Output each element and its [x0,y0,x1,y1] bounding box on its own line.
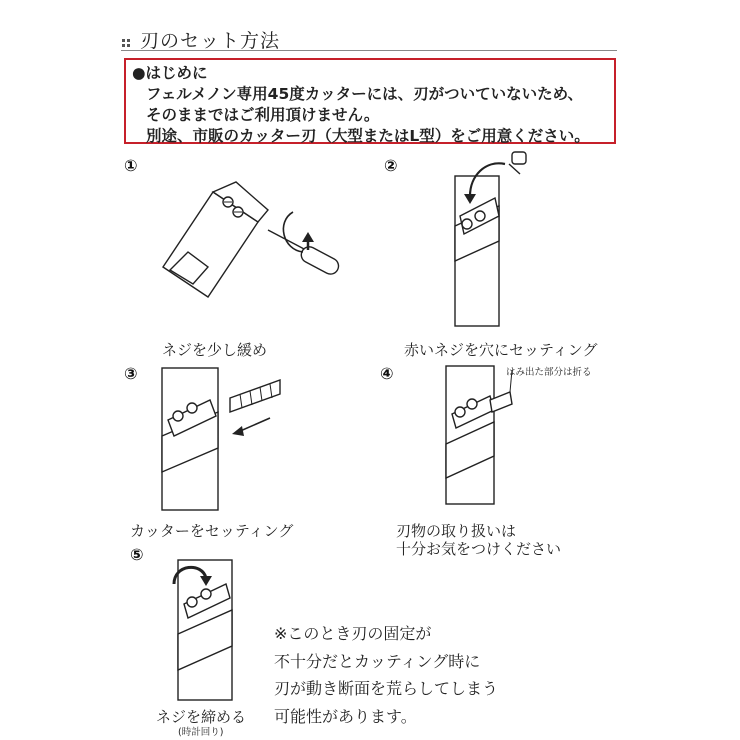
step-4-number: ④ [380,364,394,383]
step-3-caption: カッターをセッティング [130,522,294,540]
step-3-number: ③ [124,364,138,383]
header-dots-icon [121,38,131,48]
intro-line: 別途、市販のカッター刃（大型またはL型）をご用意ください。 [146,127,590,145]
step-2-caption: 赤いネジを穴にセッティング [404,341,598,359]
caution-note [274,620,498,730]
step-2-number: ② [384,156,398,175]
intro-heading: ●はじめに [132,64,208,82]
intro-line: フェルメノン専用45度カッターには、刃がついていないため、 [146,85,583,103]
intro-line: そのままではご利用頂けません。 [146,106,380,124]
step-3-illustration [160,364,290,516]
step-5-sub-caption: (時計回り) [178,727,224,738]
step-1-caption: ネジを少し緩め [162,341,268,359]
step-4-caption-line-2: 十分お気をつけください [396,540,562,558]
note-line: ※このとき刃の固定が [274,624,432,643]
step-5-caption: ネジを締める [156,708,247,726]
step-1-number: ① [124,156,138,175]
note-line: 可能性があります。 [274,706,417,726]
step-4-callout: はみ出た部分は折る [506,367,592,378]
note-line: 刃が動き断面を荒らしてしまう [274,679,499,698]
intro-notice-box [124,58,616,144]
step-4-caption-line-1: 刃物の取り扱いは [396,522,517,540]
step-5-number: ⑤ [130,545,144,564]
step-5-illustration [164,554,244,704]
step-2-illustration [440,146,540,332]
page-title: 刃のセット方法 [140,30,281,52]
step-4-illustration [440,364,530,509]
header-divider [121,50,617,51]
note-line: 不十分だとカッティング時に [274,651,481,671]
step-1-illustration [158,172,358,302]
